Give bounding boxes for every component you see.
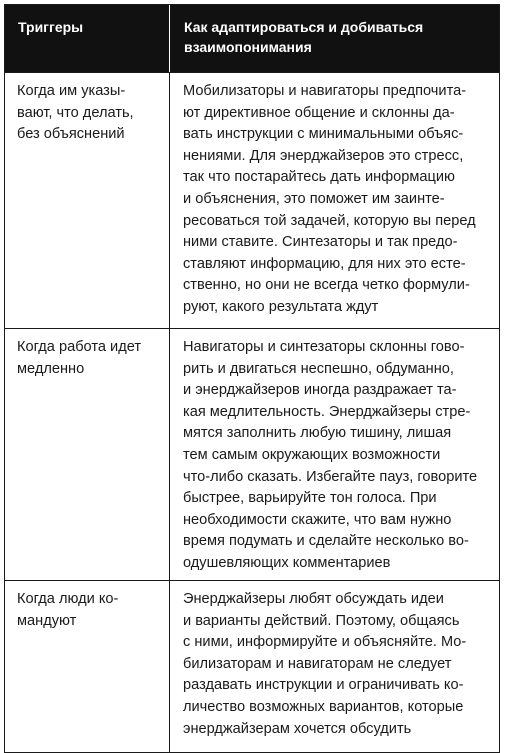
- advice-line: Мобилизаторы и навигаторы предпочита-: [183, 83, 467, 99]
- advice-line: ственно, но они не всегда четко формули-: [183, 277, 470, 294]
- trigger-line: без объяснений: [17, 126, 125, 143]
- advice-line: энерджайзерам хочется обсудить: [183, 720, 412, 737]
- advice-line: раздавать инструкции и ограничивать ко-: [183, 677, 464, 694]
- advice-cell: [169, 329, 499, 580]
- advice-line: ресоваться той задачей, которую вы перед: [183, 212, 476, 229]
- triggers-table: [4, 4, 500, 753]
- trigger-line: медленно: [17, 360, 85, 377]
- advice-line: кая медлительность. Энерджайзеры стре-: [183, 403, 471, 420]
- advice-line: рить и двигаться неспешно, обдуманно,: [183, 360, 454, 377]
- trigger-line: Когда работа идет: [17, 339, 142, 355]
- trigger-cell: [5, 329, 169, 580]
- trigger-line: мандуют: [17, 612, 77, 629]
- advice-line: личество возможных вариантов, которые: [183, 698, 464, 715]
- advice-line: ставляют информацию, для них это есте-: [183, 255, 466, 272]
- table-row: [5, 328, 499, 580]
- advice-line: нениями. Для энерджайзеров это стресс,: [183, 147, 464, 164]
- advice-line: Навигаторы и синтезаторы склонны гово-: [183, 339, 465, 355]
- advice-cell: [169, 73, 499, 328]
- advice-line: билизаторам и навигаторам не следует: [183, 655, 452, 672]
- header-adaptation-line: взаимопонимания: [184, 39, 312, 55]
- advice-line: что-либо сказать. Избегайте пауз, говорите: [183, 468, 478, 485]
- advice-line: необходимости скажите, что вам нужно: [183, 511, 452, 528]
- table-header: [5, 5, 499, 72]
- advice-line: и энерджайзеров иногда раздражает та-: [183, 382, 457, 399]
- advice-line: тем самым окружающих возможности: [183, 446, 441, 463]
- header-triggers: [5, 5, 169, 72]
- advice-line: Энерджайзеры любят обсуждать идеи: [183, 591, 444, 607]
- header-adaptation-line: Как адаптироваться и добиваться: [184, 19, 424, 35]
- advice-line: ют директивное общение и склонны да-: [183, 104, 455, 121]
- advice-cell: [169, 581, 499, 752]
- trigger-line: Когда им указы-: [17, 83, 126, 99]
- trigger-cell: [5, 73, 169, 328]
- table-row: [5, 72, 499, 328]
- advice-line: время подумать и сделайте несколько во-: [183, 533, 469, 550]
- advice-line: вать инструкции с минимальными объяс-: [183, 126, 464, 143]
- header-adaptation: [169, 5, 499, 72]
- advice-line: с ними, информируйте и объясняйте. Мо-: [183, 634, 467, 651]
- header-triggers-text: Триггеры: [18, 19, 84, 35]
- advice-line: руют, какого результата ждут: [183, 298, 379, 315]
- trigger-cell: [5, 581, 169, 752]
- table-row: [5, 580, 499, 752]
- advice-line: ними ставите. Синтезаторы и так предо-: [183, 234, 458, 251]
- advice-line: одушевляющих комментариев: [183, 554, 391, 571]
- advice-line: мятся заполнить любую тишину, лишая: [183, 425, 452, 442]
- trigger-line: вают, что делать,: [17, 104, 134, 121]
- trigger-line: Когда люди ко-: [17, 591, 119, 607]
- advice-line: так что постарайтесь дать информацию: [183, 169, 456, 186]
- advice-line: и объяснения, это поможет им заинте-: [183, 190, 445, 207]
- advice-line: быстрее, варьируйте тон голоса. При: [183, 490, 437, 507]
- advice-line: и варианты действий. Поэтому, общаясь: [183, 612, 460, 629]
